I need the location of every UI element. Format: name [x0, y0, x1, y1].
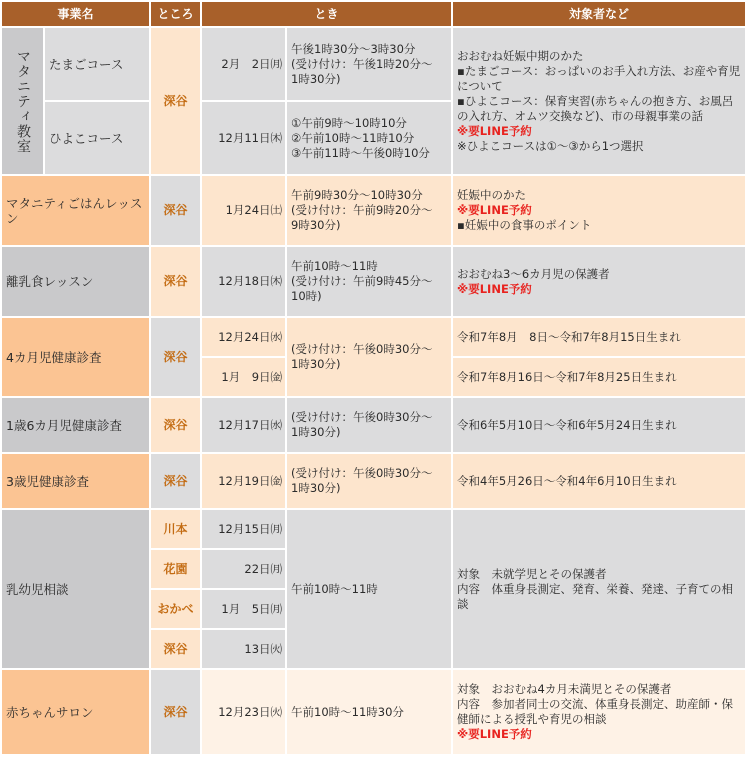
rinyu-name: 離乳食レッスン	[2, 247, 149, 316]
maternity-location: 深谷	[151, 28, 200, 174]
m4-target-2: 令和7年8月16日～令和7年8月25日生まれ	[453, 358, 745, 396]
m4-time	[287, 318, 451, 396]
header-target: 対象者など	[453, 2, 745, 26]
target-line: 内容 体重身長測定、発育、栄養、発達、子育ての相談	[457, 581, 734, 611]
y3-date: 12月19日㈮	[202, 454, 285, 508]
gohan-row	[2, 176, 745, 245]
salon-location: 深谷	[151, 670, 200, 754]
soudan-date-1: 12月15日㈪	[202, 510, 285, 548]
y3-name: 3歳児健康診査	[2, 454, 149, 508]
soudan-location-4: 深谷	[151, 630, 200, 668]
salon-row	[2, 670, 745, 754]
m4-date-2: 1月 9日㈮	[202, 358, 285, 396]
target-line: 妊娠中のかた	[457, 188, 527, 202]
salon-target	[453, 670, 745, 754]
y3-target: 令和4年5月26日～令和4年6月10日生まれ	[453, 454, 745, 508]
m4-location: 深谷	[151, 318, 200, 396]
time-line: 午後1時30分～3時30分	[291, 41, 416, 56]
gohan-name: マタニティごはんレッスン	[2, 176, 149, 245]
soudan-time: 午前10時～11時	[287, 510, 451, 668]
time-line: ②午前10時～11時10分	[291, 130, 415, 145]
soudan-location-2: 花園	[151, 550, 200, 588]
header-program: 事業名	[2, 2, 149, 26]
soudan-date-4: 13日㈫	[202, 630, 285, 668]
maternity-target	[453, 28, 745, 174]
hiyoko-time	[287, 102, 451, 174]
soudan-date-3: 1月 5日㈪	[202, 590, 285, 628]
header-time: とき	[202, 2, 451, 26]
target-line: 内容 参加者同士の交流、体重身長測定、助産師・保健師による授乳や育児の相談	[457, 697, 734, 726]
rinyu-target	[453, 247, 745, 316]
time-line: 9時30分)	[291, 218, 341, 232]
y1m6-location: 深谷	[151, 398, 200, 452]
target-line: おおむね3～6カ月児の保護者	[457, 266, 610, 281]
salon-name: 赤ちゃんサロン	[2, 670, 149, 754]
target-line: おおむね妊娠中期のかた	[457, 48, 584, 63]
tamago-time	[287, 28, 451, 100]
rinyu-date: 12月18日㈭	[202, 247, 285, 316]
soudan-name: 乳幼児相談	[2, 510, 149, 668]
time-line: 午前9時30分～10時30分	[291, 188, 423, 202]
maternity-group-name: マタニティ教室	[2, 28, 43, 174]
soudan-location-1: 川本	[151, 510, 200, 548]
salon-time: 午前10時～11時30分	[287, 670, 451, 754]
m4-row-1	[2, 318, 745, 356]
line-reservation-note: ※要LINE予約	[457, 203, 532, 217]
y1m6-target: 令和6年5月10日～令和6年5月24日生まれ	[453, 398, 745, 452]
y1m6-row	[2, 398, 745, 452]
time-line: (受け付け：午後0時30分～	[291, 466, 433, 480]
m4-name: 4カ月児健康診査	[2, 318, 149, 396]
rinyu-row	[2, 247, 745, 316]
time-line: 10時)	[291, 289, 322, 303]
hiyoko-date: 12月11日㈭	[202, 102, 285, 174]
salon-date: 12月23日㈫	[202, 670, 285, 754]
soudan-target	[453, 510, 745, 668]
target-line: 対象 未就学児とその保護者	[457, 566, 607, 581]
time-line: ①午前9時～10時10分	[291, 115, 407, 130]
y3-row	[2, 454, 745, 508]
time-line: ③午前11時～午後0時10分	[291, 145, 430, 160]
y1m6-time	[287, 398, 451, 452]
time-line: 1時30分)	[291, 357, 341, 371]
time-line: 1時30分)	[291, 71, 341, 86]
gohan-target	[453, 176, 745, 245]
tamago-course-name: たまごコース	[45, 28, 149, 100]
m4-target-1: 令和7年8月 8日～令和7年8月15日生まれ	[453, 318, 745, 356]
line-reservation-note: ※要LINE予約	[457, 281, 532, 296]
line-reservation-note: ※要LINE予約	[457, 123, 532, 138]
target-line: ▪たまごコース：おっぱいのお手入れ方法、お産や育児について	[457, 63, 741, 93]
time-line: (受け付け：午前9時45分～	[291, 274, 433, 288]
y1m6-date: 12月17日㈬	[202, 398, 285, 452]
target-line: 対象 おおむね4カ月未満児とその保護者	[457, 682, 672, 696]
time-line: 1時30分)	[291, 481, 341, 495]
target-line: ▪ひよこコース：保育実習(赤ちゃんの抱き方、お風呂の入れ方、オムツ交換など)、市の母親事業の話	[457, 93, 734, 123]
time-line: (受け付け：午後0時30分～	[291, 342, 433, 356]
m4-date-1: 12月24日㈬	[202, 318, 285, 356]
gohan-location: 深谷	[151, 176, 200, 245]
time-line: 午前10時～11時	[291, 259, 378, 273]
time-line: 1時30分)	[291, 425, 341, 439]
y3-location: 深谷	[151, 454, 200, 508]
y3-time	[287, 454, 451, 508]
time-line: (受け付け：午後1時20分～	[291, 56, 433, 71]
maternity-tamago-row	[2, 28, 745, 100]
rinyu-location: 深谷	[151, 247, 200, 316]
line-reservation-note: ※要LINE予約	[457, 727, 532, 741]
hiyoko-course-name: ひよこコース	[45, 102, 149, 174]
rinyu-time	[287, 247, 451, 316]
gohan-date: 1月24日㈯	[202, 176, 285, 245]
soudan-location-3: おかべ	[151, 590, 200, 628]
soudan-row-1	[2, 510, 745, 548]
header-location: ところ	[151, 2, 200, 26]
header-row	[2, 2, 745, 26]
hiyoko-selection-note: ※ひよこコースは①～③から1つ選択	[457, 138, 644, 153]
soudan-date-2: 22日㈪	[202, 550, 285, 588]
gohan-time	[287, 176, 451, 245]
time-line: (受け付け：午前9時20分～	[291, 203, 433, 217]
time-line: (受け付け：午後0時30分～	[291, 410, 433, 424]
target-line: ▪妊娠中の食事のポイント	[457, 218, 592, 232]
tamago-date: 2月 2日㈪	[202, 28, 285, 100]
y1m6-name: 1歳6カ月児健康診査	[2, 398, 149, 452]
